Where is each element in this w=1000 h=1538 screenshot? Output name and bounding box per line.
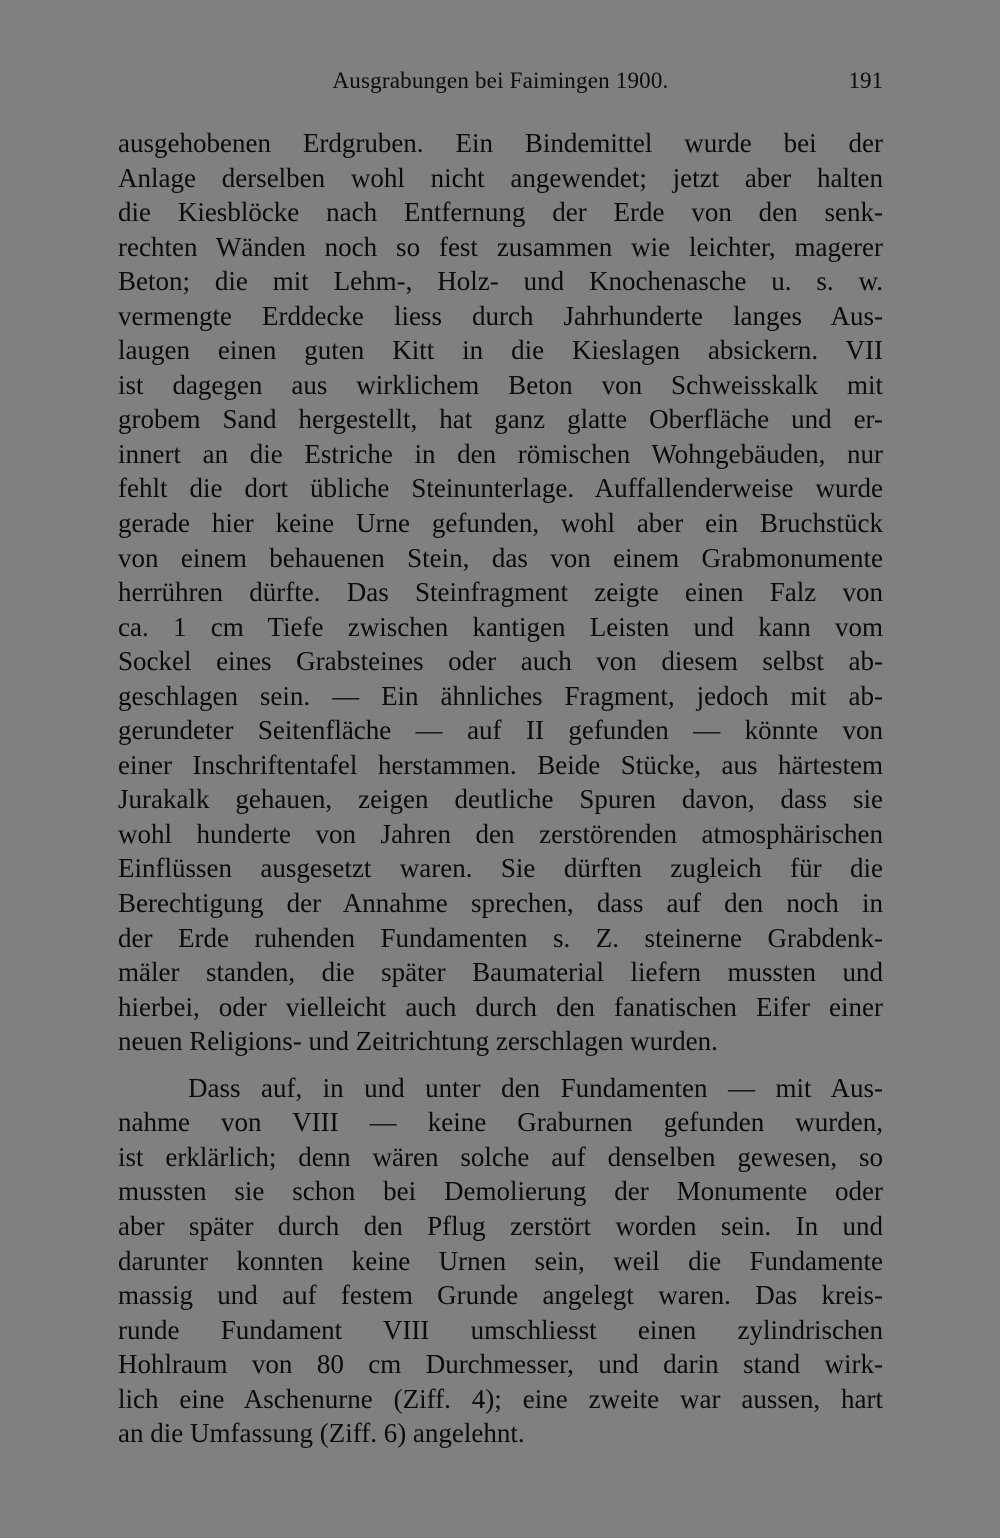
- text-line: geschlagen sein. — Ein ähnliches Fragment, jedoch mit ab-: [118, 680, 883, 711]
- text-line: aber später durch den Pflug zerstört worden sein. In und: [118, 1210, 883, 1241]
- page-number: 191: [848, 68, 883, 93]
- text-line: rechten Wänden noch so fest zusammen wie leichter, magerer: [118, 231, 883, 262]
- text-line: einer Inschriftentafel herstammen. Beide Stücke, aus härtestem: [118, 749, 883, 780]
- text-line: Sockel eines Grabsteines oder auch von diesem selbst ab-: [118, 646, 883, 677]
- text-line: massig und auf festem Grunde angelegt waren. Das kreis-: [118, 1280, 883, 1311]
- text-line: fehlt die dort übliche Steinunterlage. Auffallenderweise wurde: [118, 473, 883, 504]
- text-line: Berechtigung der Annahme sprechen, dass auf den noch in: [118, 888, 883, 919]
- text-line: hierbei, oder vielleicht auch durch den fanatischen Eifer einer: [118, 991, 883, 1022]
- text-line: an die Umfassung (Ziff. 6) angelehnt.: [118, 1418, 525, 1449]
- text-line: Dass auf, in und unter den Fundamenten — mit Aus-: [188, 1072, 883, 1103]
- text-line: herrühren dürfte. Das Steinfragment zeigte einen Falz von: [118, 577, 883, 608]
- text-line: die Kiesblöcke nach Entfernung der Erde von den senk-: [118, 197, 883, 228]
- text-line: Einflüssen ausgesetzt waren. Sie dürften zugleich für die: [118, 853, 883, 884]
- text-line: nahme von VIII — keine Graburnen gefunden wurden,: [118, 1107, 883, 1138]
- text-line: Jurakalk gehauen, zeigen deutliche Spuren davon, dass sie: [118, 784, 883, 815]
- text-line: neuen Religions- und Zeitrichtung zerschlagen wurden.: [118, 1026, 718, 1057]
- text-line: laugen einen guten Kitt in die Kieslagen absickern. VII: [118, 335, 883, 366]
- text-line: von einem behauenen Stein, das von einem Grabmonumente: [118, 542, 883, 573]
- text-line: ist dagegen aus wirklichem Beton von Schweisskalk mit: [118, 369, 883, 400]
- text-line: Anlage derselben wohl nicht angewendet; jetzt aber halten: [118, 162, 883, 193]
- paragraph: [118, 126, 883, 1059]
- text-line: der Erde ruhenden Fundamenten s. Z. steinerne Grabdenk-: [118, 922, 883, 953]
- body-text: [118, 126, 883, 1451]
- running-title: Ausgrabungen bei Faimingen 1900.: [332, 68, 669, 93]
- text-line: vermengte Erddecke liess durch Jahrhunderte langes Aus-: [118, 300, 883, 331]
- text-line: gerundeter Seitenfläche — auf II gefunden — könnte von: [118, 715, 883, 746]
- text-line: wohl hunderte von Jahren den zerstörenden atmosphärischen: [118, 818, 883, 849]
- paragraph: [118, 1071, 883, 1451]
- text-line: runde Fundament VIII umschliesst einen zylindrischen: [118, 1314, 883, 1345]
- text-line: gerade hier keine Urne gefunden, wohl aber ein Bruchstück: [118, 508, 883, 539]
- text-line: mäler standen, die später Baumaterial liefern mussten und: [118, 957, 883, 988]
- text-line: ca. 1 cm Tiefe zwischen kantigen Leisten und kann vom: [118, 611, 883, 642]
- text-line: grobem Sand hergestellt, hat ganz glatte Oberfläche und er-: [118, 404, 883, 435]
- running-head: [118, 68, 883, 104]
- text-line: mussten sie schon bei Demolierung der Monumente oder: [118, 1176, 883, 1207]
- text-line: darunter konnten keine Urnen sein, weil die Fundamente: [118, 1245, 883, 1276]
- paragraph-gap: [118, 1059, 883, 1071]
- text-line: innert an die Estriche in den römischen Wohngebäuden, nur: [118, 438, 883, 469]
- text-line: ausgehobenen Erdgruben. Ein Bindemittel wurde bei der: [118, 128, 883, 158]
- text-line: lich eine Aschenurne (Ziff. 4); eine zweite war aussen, hart: [118, 1383, 883, 1414]
- text-line: Beton; die mit Lehm-, Holz- und Knochenasche u. s. w.: [118, 266, 883, 297]
- text-line: ist erklärlich; denn wären solche auf denselben gewesen, so: [118, 1141, 883, 1172]
- text-line: Hohlraum von 80 cm Durchmesser, und darin stand wirk-: [118, 1349, 883, 1380]
